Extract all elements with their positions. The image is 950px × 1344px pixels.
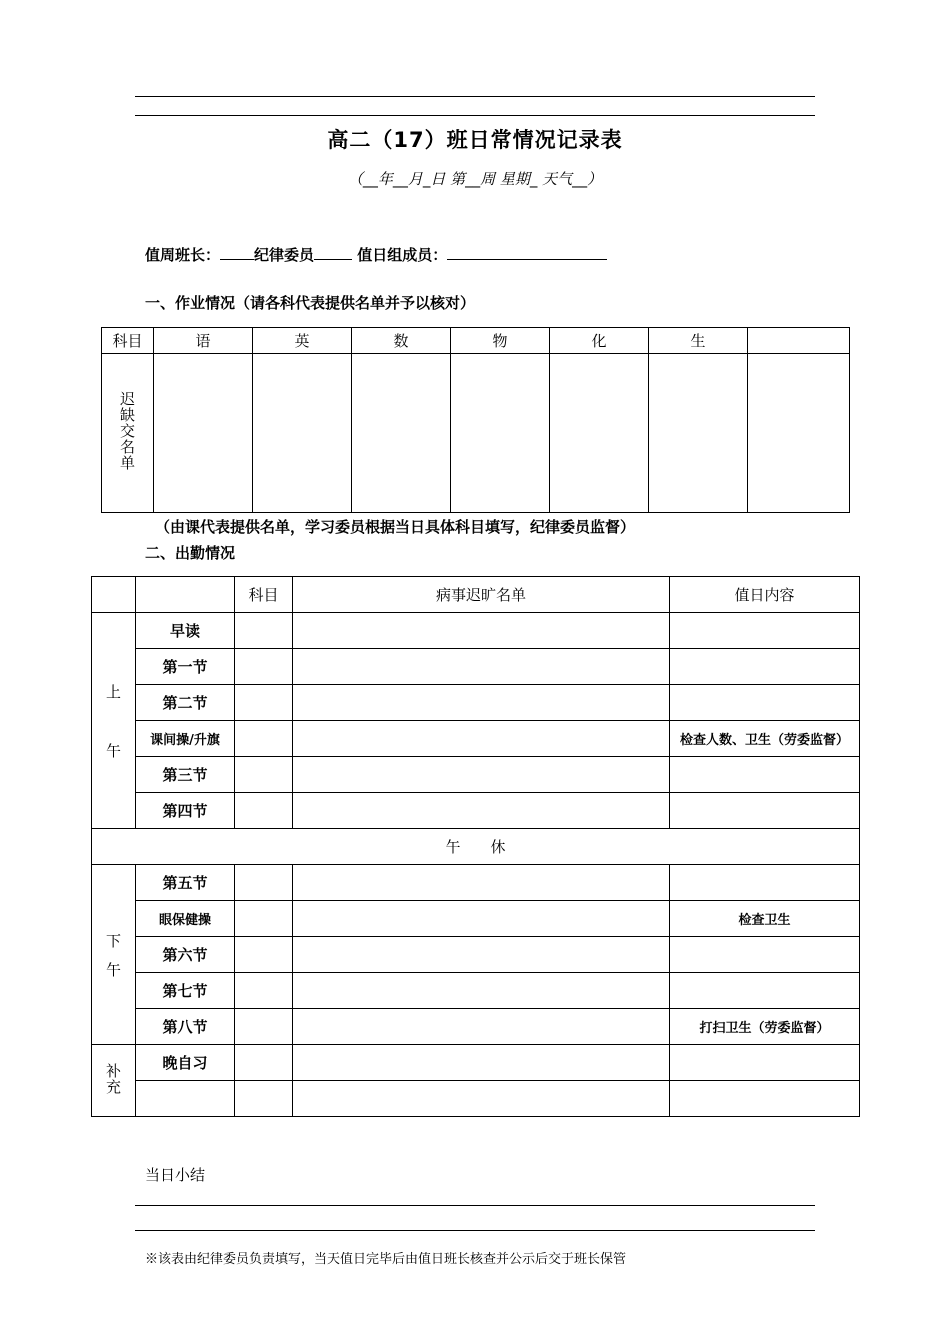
afternoon-label-cell <box>92 865 136 1045</box>
supplement-label-cell <box>92 1045 136 1117</box>
date-line: （__年__月_日 第__周 星期_ 天气__） <box>347 170 603 188</box>
subject-english: 英 <box>253 328 352 354</box>
period-absence-cell[interactable] <box>293 613 670 649</box>
period-subject-cell[interactable] <box>235 865 293 901</box>
period-duty-cell[interactable] <box>670 649 860 685</box>
period-duty-cell[interactable] <box>670 937 860 973</box>
period-subject-cell[interactable] <box>235 1081 293 1117</box>
period-subject-cell[interactable] <box>235 721 293 757</box>
afternoon-label-top: 下 <box>105 931 121 950</box>
duty-line <box>145 244 607 265</box>
period-duty-cell[interactable] <box>670 793 860 829</box>
attendance-section-title: 二、出勤情况 <box>145 544 236 562</box>
period-name: 第七节 <box>136 973 235 1009</box>
period-absence-cell[interactable] <box>293 865 670 901</box>
morning-label-bottom: 午 <box>105 741 121 760</box>
period-subject-cell[interactable] <box>235 793 293 829</box>
period-name: 第二节 <box>136 685 235 721</box>
period-duty-cell[interactable] <box>670 973 860 1009</box>
period-absence-cell[interactable] <box>293 757 670 793</box>
attendance-table <box>91 576 860 1117</box>
hw-cell-extra[interactable] <box>748 354 850 513</box>
header-subject: 科目 <box>235 577 293 613</box>
period-name: 眼保健操 <box>136 901 235 937</box>
period-duty-cell[interactable] <box>670 1081 860 1117</box>
subject-extra <box>748 328 850 354</box>
hw-cell-english[interactable] <box>253 354 352 513</box>
late-missing-label-cell <box>102 354 154 513</box>
period-name: 第一节 <box>136 649 235 685</box>
period-absence-cell[interactable] <box>293 1081 670 1117</box>
morning-label-cell <box>92 613 136 829</box>
period-absence-cell[interactable] <box>293 685 670 721</box>
period-absence-cell[interactable] <box>293 793 670 829</box>
period-absence-cell[interactable] <box>293 901 670 937</box>
subject-chinese: 语 <box>154 328 253 354</box>
top-rule-2 <box>135 115 815 116</box>
period-name: 晚自习 <box>136 1045 235 1081</box>
header-blank-1 <box>92 577 136 613</box>
period-duty-cell[interactable] <box>670 865 860 901</box>
period-duty-cell[interactable] <box>670 613 860 649</box>
homework-note: （由课代表提供名单，学习委员根据当日具体科目填写，纪律委员监督） <box>155 518 636 536</box>
subject-math: 数 <box>352 328 451 354</box>
subject-chemistry: 化 <box>550 328 649 354</box>
period-name: 课间操/升旗 <box>136 721 235 757</box>
period-absence-cell[interactable] <box>293 937 670 973</box>
period-duty-cell[interactable] <box>670 685 860 721</box>
top-rule-1 <box>135 96 815 97</box>
footer-note: ※该表由纪律委员负责填写，当天值日完毕后由值日班长核查并公示后交于班长保管 <box>145 1252 627 1267</box>
members-label: 值日组成员： <box>357 246 448 264</box>
subject-biology: 生 <box>649 328 748 354</box>
homework-section-title: 一、作业情况（请各科代表提供名单并予以核对） <box>145 294 476 312</box>
hw-cell-physics[interactable] <box>451 354 550 513</box>
header-blank-2 <box>136 577 235 613</box>
period-name: 第八节 <box>136 1009 235 1045</box>
period-name: 第六节 <box>136 937 235 973</box>
summary-rule-2[interactable] <box>135 1230 815 1231</box>
discipline-blank[interactable] <box>314 245 352 260</box>
period-absence-cell[interactable] <box>293 1045 670 1081</box>
period-duty-cell[interactable]: 检查卫生 <box>670 901 860 937</box>
subject-header: 科目 <box>102 328 154 354</box>
daily-summary-label: 当日小结 <box>145 1166 206 1184</box>
members-blank[interactable] <box>447 245 607 260</box>
period-subject-cell[interactable] <box>235 757 293 793</box>
monitor-blank[interactable] <box>220 245 254 260</box>
summary-rule-1[interactable] <box>135 1205 815 1206</box>
header-absence-list: 病事迟旷名单 <box>293 577 670 613</box>
period-duty-cell[interactable] <box>670 1045 860 1081</box>
period-subject-cell[interactable] <box>235 1045 293 1081</box>
period-name: 早读 <box>136 613 235 649</box>
period-subject-cell[interactable] <box>235 649 293 685</box>
afternoon-label-bottom: 午 <box>105 960 121 979</box>
period-subject-cell[interactable] <box>235 613 293 649</box>
hw-cell-biology[interactable] <box>649 354 748 513</box>
noon-break: 午 休 <box>92 829 860 865</box>
period-subject-cell[interactable] <box>235 973 293 1009</box>
header-duty-content: 值日内容 <box>670 577 860 613</box>
homework-table <box>101 327 850 513</box>
period-name: 第三节 <box>136 757 235 793</box>
page-title: 高二（17）班日常情况记录表 <box>327 128 623 152</box>
period-absence-cell[interactable] <box>293 721 670 757</box>
period-name: 第五节 <box>136 865 235 901</box>
morning-label-top: 上 <box>105 682 121 701</box>
period-name[interactable] <box>136 1081 235 1117</box>
period-subject-cell[interactable] <box>235 685 293 721</box>
period-name: 第四节 <box>136 793 235 829</box>
period-subject-cell[interactable] <box>235 1009 293 1045</box>
hw-cell-chinese[interactable] <box>154 354 253 513</box>
subject-physics: 物 <box>451 328 550 354</box>
period-duty-cell[interactable] <box>670 757 860 793</box>
discipline-label: 纪律委员 <box>254 246 315 264</box>
period-absence-cell[interactable] <box>293 649 670 685</box>
period-subject-cell[interactable] <box>235 937 293 973</box>
period-duty-cell[interactable]: 检查人数、卫生（劳委监督） <box>670 721 860 757</box>
monitor-label: 值周班长： <box>145 246 221 264</box>
period-absence-cell[interactable] <box>293 973 670 1009</box>
period-subject-cell[interactable] <box>235 901 293 937</box>
period-duty-cell[interactable]: 打扫卫生（劳委监督） <box>670 1009 860 1045</box>
late-missing-label: 迟缺交名单 <box>118 391 136 471</box>
hw-cell-chemistry[interactable] <box>550 354 649 513</box>
supplement-label: 补充 <box>104 1062 122 1095</box>
period-absence-cell[interactable] <box>293 1009 670 1045</box>
hw-cell-math[interactable] <box>352 354 451 513</box>
